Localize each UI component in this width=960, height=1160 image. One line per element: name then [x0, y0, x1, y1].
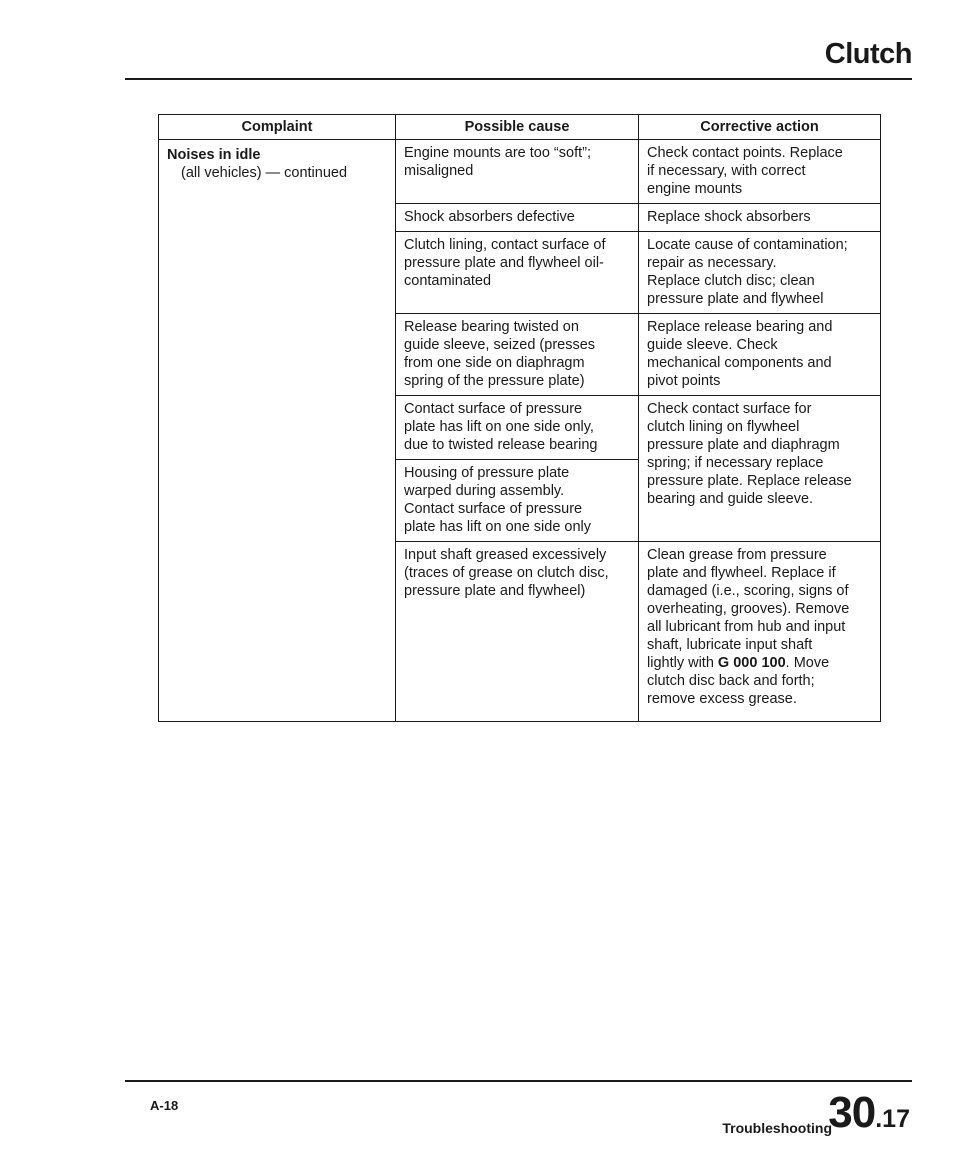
action-text: Replace release bearing and guide sleeve. Check mechanical components and pivot points — [647, 319, 833, 389]
cause-text: Shock absorbers defective — [404, 209, 575, 225]
section-number-major: 30 — [828, 1088, 876, 1137]
cause-text: Contact surface of pressure plate has lift on one side only, due to twisted release bearing — [404, 401, 598, 453]
cause-text: Clutch lining, contact surface of pressure plate and flywheel oil- contaminated — [404, 237, 606, 289]
complaint-subtitle: (all vehicles) — continued — [181, 165, 348, 181]
header-rule — [125, 78, 912, 80]
table-header-row — [159, 115, 881, 140]
action-text — [647, 546, 874, 708]
cause-cell — [396, 232, 639, 314]
section-number-minor: .17 — [875, 1105, 910, 1133]
action-cell — [639, 314, 881, 396]
cause-text: Release bearing twisted on guide sleeve, seized (presses from one side on diaphragm spring of the pressure plate) — [404, 319, 596, 389]
cause-cell — [396, 396, 639, 460]
cause-cell — [396, 314, 639, 396]
chapter-title: Clutch — [824, 38, 912, 70]
column-header-possible-cause: Possible cause — [396, 115, 639, 140]
action-cell — [639, 204, 881, 232]
cause-text: Engine mounts are too “soft”; misaligned — [404, 145, 591, 179]
action-cell — [639, 140, 881, 204]
action-text: Replace shock absorbers — [647, 209, 811, 225]
action-cell — [639, 542, 881, 722]
action-cell — [639, 396, 881, 542]
troubleshooting-table — [158, 114, 881, 722]
column-header-corrective-action: Corrective action — [639, 115, 881, 140]
lubricant-code: G 000 100 — [717, 655, 786, 671]
page-id: A-18 — [150, 1098, 179, 1113]
footer-rule — [125, 1080, 912, 1082]
action-cell — [639, 232, 881, 314]
section-label: Troubleshooting — [722, 1120, 832, 1136]
action-text-part: . Move clutch disc back and forth; remove excess grease. — [647, 655, 830, 707]
cause-text: Housing of pressure plate warped during assembly. Contact surface of pressure plate has lift on one side only — [404, 465, 592, 535]
complaint-cell — [159, 140, 396, 722]
complaint-title: Noises in idle — [167, 147, 261, 163]
action-text-part: Clean grease from pressure plate and flywheel. Replace if damaged (i.e., scoring, signs of overheating, grooves). Remove all lubricant from hub and input shaft, lubricate input shaft lightly with — [647, 547, 850, 671]
cause-text: Input shaft greased excessively (traces of grease on clutch disc, pressure plate and flywheel) — [404, 547, 609, 599]
cause-cell — [396, 460, 639, 542]
cause-cell — [396, 542, 639, 722]
action-text: Locate cause of contamination; repair as necessary. Replace clutch disc; clean pressure plate and flywheel — [647, 237, 848, 307]
cause-cell — [396, 140, 639, 204]
action-text: Check contact surface for clutch lining on flywheel pressure plate and diaphragm spring; if necessary replace pressure plate. Replace release bearing and guide sleeve. — [647, 401, 852, 507]
table-row — [159, 140, 881, 204]
cause-cell — [396, 204, 639, 232]
action-text: Check contact points. Replace if necessary, with correct engine mounts — [647, 145, 843, 197]
column-header-complaint: Complaint — [159, 115, 396, 140]
section-number — [828, 1088, 910, 1138]
